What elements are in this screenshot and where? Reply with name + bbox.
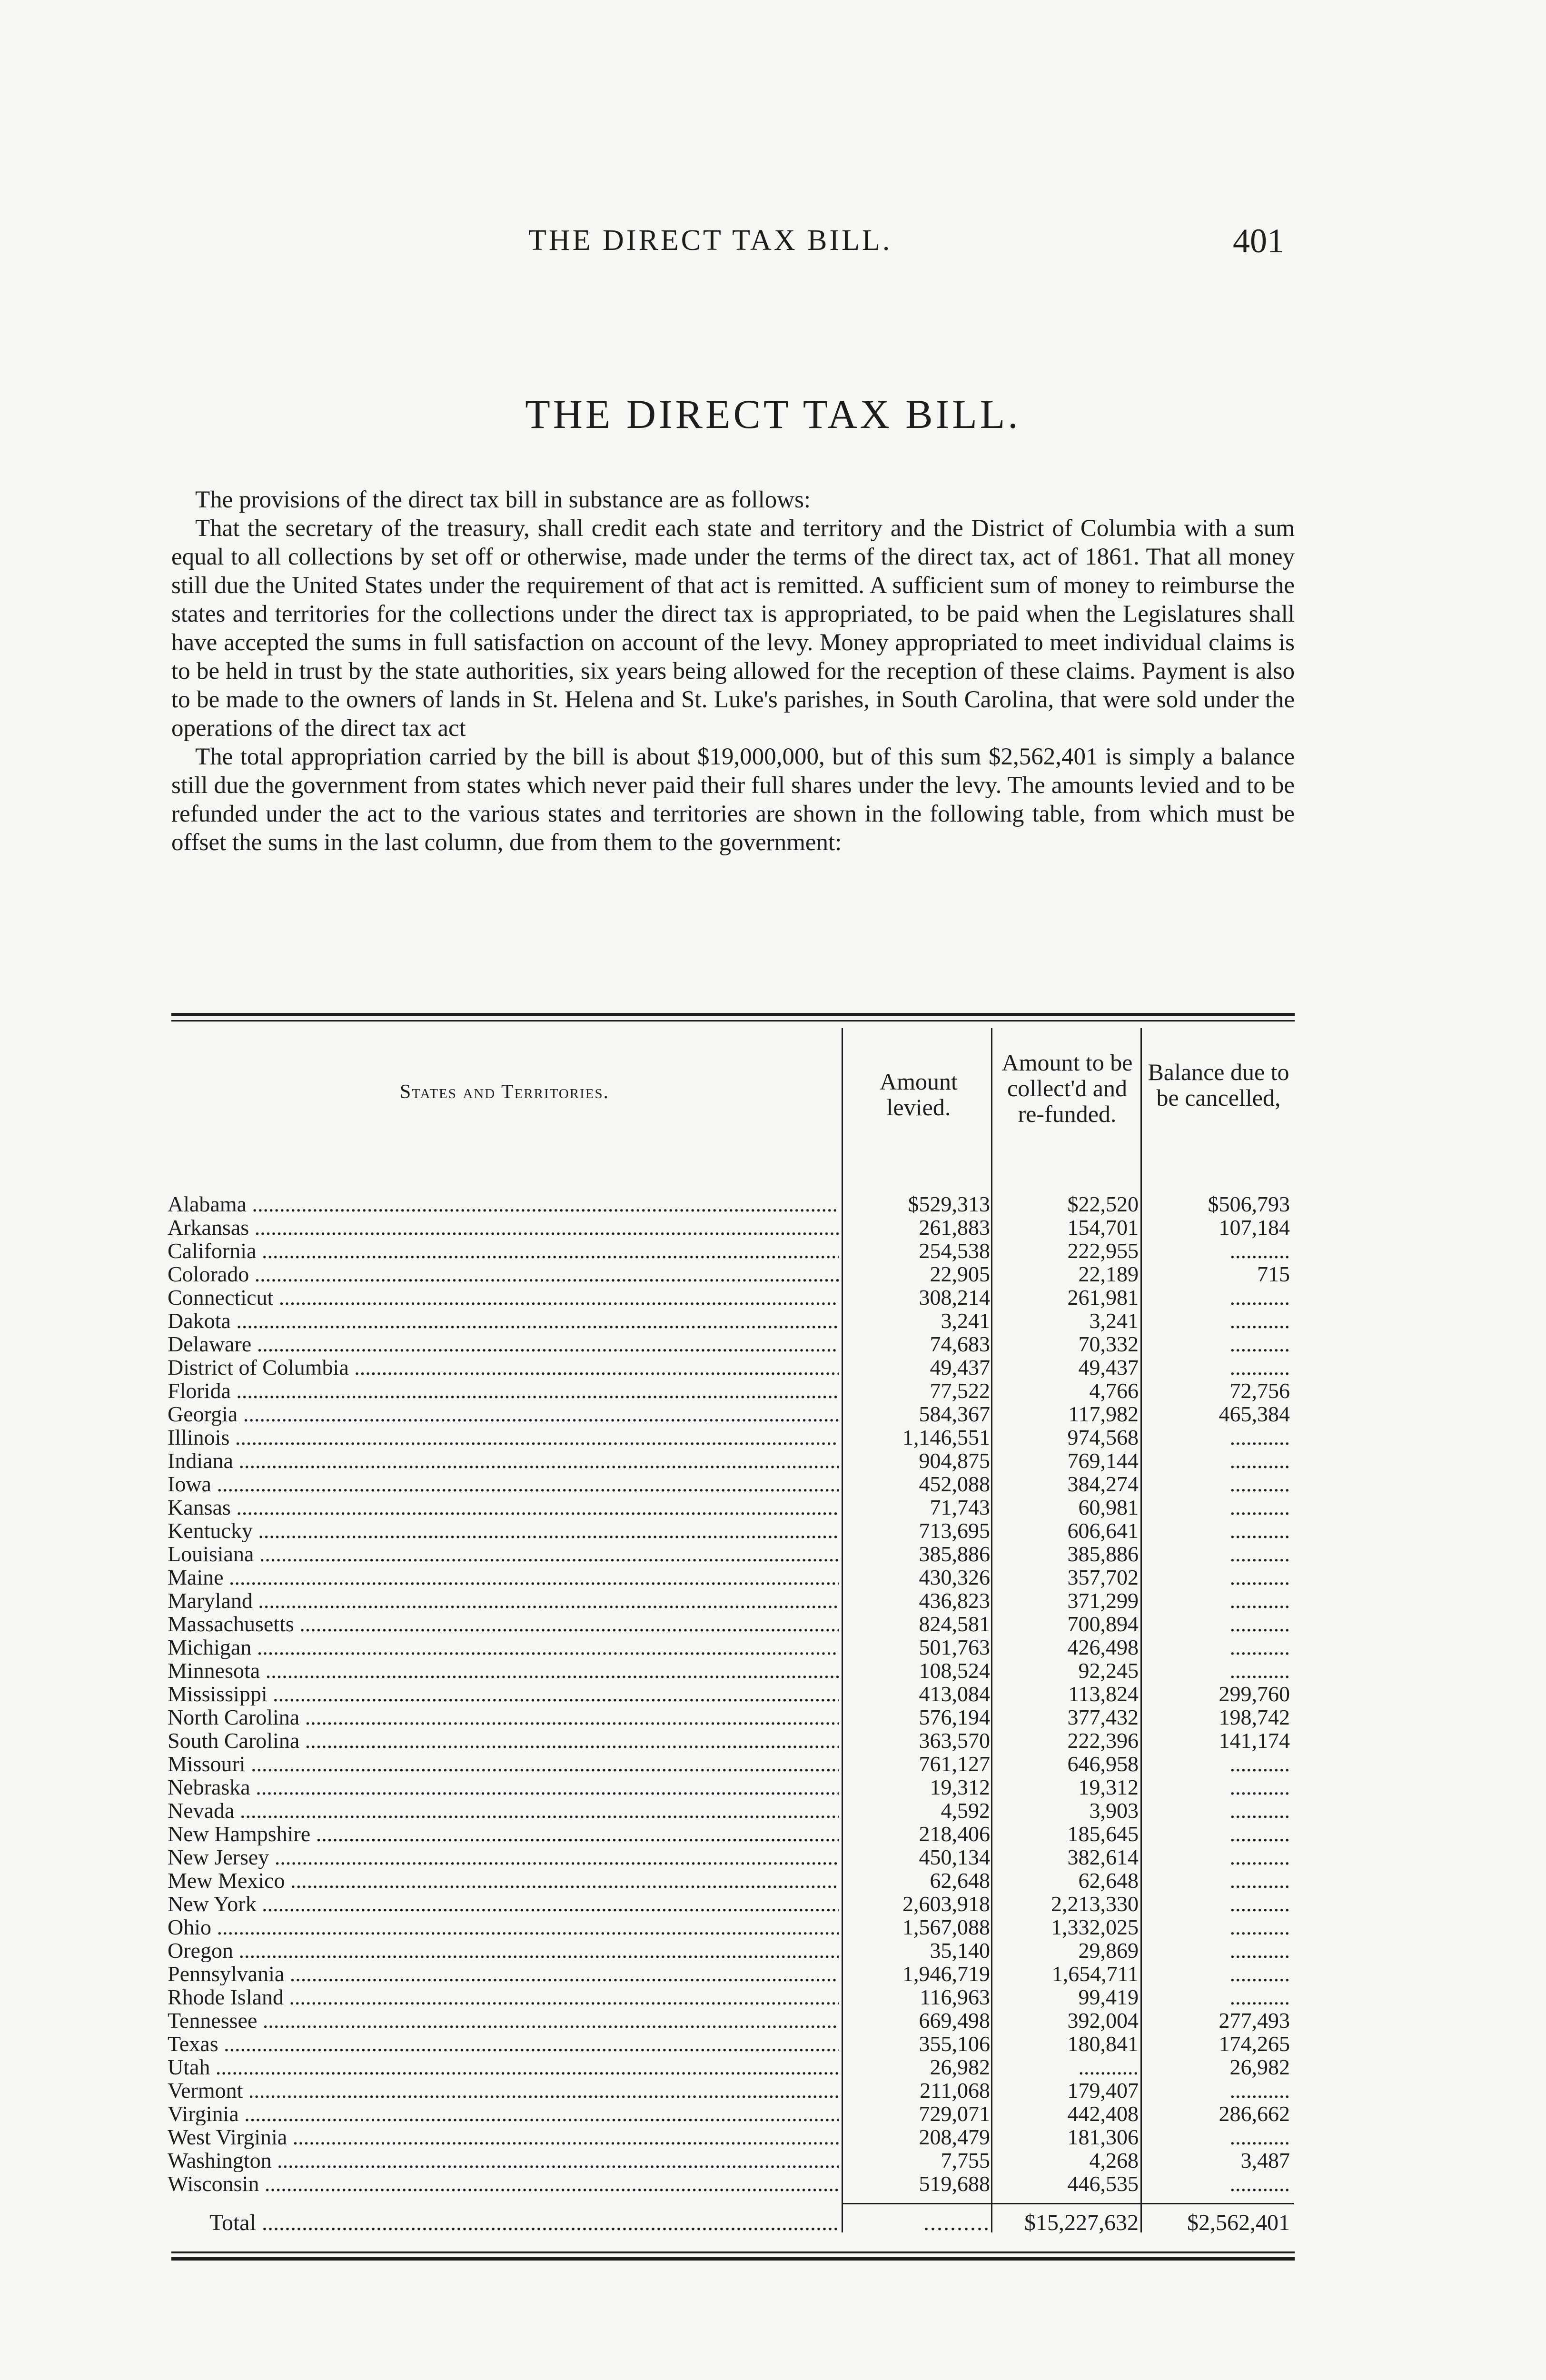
amount-levied: 355,106 bbox=[919, 2032, 990, 2055]
balance-cancelled: ........... bbox=[1229, 1775, 1290, 1799]
amount-refunded: 646,958 bbox=[1067, 1752, 1139, 1775]
amount-refunded: 769,144 bbox=[1067, 1449, 1139, 1472]
total-rule bbox=[842, 2203, 1294, 2204]
balance-cancelled: 3,487 bbox=[1240, 2149, 1290, 2172]
state-name: Missouri ..... bbox=[168, 1752, 839, 1775]
state-name: New Hampshire ..... bbox=[168, 1822, 839, 1845]
balance-cancelled: ........... bbox=[1229, 1589, 1290, 1612]
state-name: Minnesota ..... bbox=[168, 1659, 839, 1682]
amount-levied: 77,522 bbox=[930, 1379, 990, 1402]
amount-refunded: 180,841 bbox=[1067, 2032, 1139, 2055]
state-name: Delaware ..... bbox=[168, 1332, 839, 1356]
amount-levied: 430,326 bbox=[919, 1566, 990, 1589]
balance-cancelled: ........... bbox=[1229, 1752, 1290, 1775]
amount-levied: 385,886 bbox=[919, 1542, 990, 1566]
balance-cancelled: ........... bbox=[1229, 1426, 1290, 1449]
balance-cancelled: ........... bbox=[1229, 1612, 1290, 1636]
table-row bbox=[0, 1262, 1546, 1286]
state-name: Nevada ..... bbox=[168, 1799, 839, 1822]
amount-levied: 501,763 bbox=[919, 1636, 990, 1659]
state-name: Michigan ..... bbox=[168, 1636, 839, 1659]
table-row bbox=[0, 1286, 1546, 1309]
balance-cancelled: 72,756 bbox=[1229, 1379, 1290, 1402]
amount-levied: 62,648 bbox=[930, 1869, 990, 1892]
table-row bbox=[0, 1216, 1546, 1239]
amount-levied: 211,068 bbox=[920, 2079, 990, 2102]
balance-cancelled: ........... bbox=[1229, 1845, 1290, 1869]
amount-refunded: 154,701 bbox=[1067, 1216, 1139, 1239]
balance-cancelled: ........... bbox=[1229, 1286, 1290, 1309]
amount-levied: 19,312 bbox=[930, 1775, 990, 1799]
table-row bbox=[0, 1612, 1546, 1636]
amount-levied: 4,592 bbox=[941, 1799, 990, 1822]
total-refunded: $15,227,632 bbox=[1024, 2210, 1139, 2235]
amount-refunded: 261,981 bbox=[1067, 1286, 1139, 1309]
column-header-states: States and Territories. bbox=[399, 1081, 610, 1103]
balance-cancelled: ........... bbox=[1229, 1962, 1290, 1985]
amount-refunded: 60,981 bbox=[1078, 1496, 1139, 1519]
state-name: New Jersey ..... bbox=[168, 1845, 839, 1869]
table-row bbox=[0, 1309, 1546, 1332]
amount-refunded: ........... bbox=[1078, 2055, 1139, 2079]
table-row bbox=[0, 1869, 1546, 1892]
state-name: Indiana ..... bbox=[168, 1449, 839, 1472]
table-row bbox=[0, 1985, 1546, 2009]
table-row bbox=[0, 1356, 1546, 1379]
amount-levied: 218,406 bbox=[919, 1822, 990, 1845]
amount-levied: 904,875 bbox=[919, 1449, 990, 1472]
amount-levied: 729,071 bbox=[919, 2102, 990, 2125]
amount-refunded: 62,648 bbox=[1078, 1869, 1139, 1892]
amount-refunded: 442,408 bbox=[1067, 2102, 1139, 2125]
amount-levied: 116,963 bbox=[920, 1985, 990, 2009]
balance-cancelled: ........... bbox=[1229, 1449, 1290, 1472]
table-row bbox=[0, 1426, 1546, 1449]
amount-levied: 1,146,551 bbox=[902, 1426, 990, 1449]
table-row bbox=[0, 1519, 1546, 1542]
state-name: Maine ..... bbox=[168, 1566, 839, 1589]
balance-cancelled: 198,742 bbox=[1219, 1706, 1290, 1729]
amount-levied: 308,214 bbox=[919, 1286, 990, 1309]
state-name: West Virginia ..... bbox=[168, 2125, 839, 2149]
paragraph: The provisions of the direct tax bill in substance are as follows: bbox=[195, 486, 811, 513]
state-name: Massachusetts ..... bbox=[168, 1612, 839, 1636]
state-name: Dakota ..... bbox=[168, 1309, 839, 1332]
state-name: Texas ..... bbox=[168, 2032, 839, 2055]
table-row bbox=[0, 1892, 1546, 1915]
amount-levied: 49,437 bbox=[930, 1356, 990, 1379]
amount-levied: 7,755 bbox=[941, 2149, 990, 2172]
table-row bbox=[0, 2149, 1546, 2172]
table-bottom-rule-thick bbox=[171, 2257, 1295, 2261]
amount-refunded: $22,520 bbox=[1067, 1192, 1139, 1216]
balance-cancelled: ........... bbox=[1229, 1566, 1290, 1589]
balance-cancelled: ........... bbox=[1229, 1542, 1290, 1566]
state-name: Alabama ..... bbox=[168, 1192, 839, 1216]
amount-refunded: 357,702 bbox=[1067, 1566, 1139, 1589]
state-name: Florida ..... bbox=[168, 1379, 839, 1402]
amount-refunded: 974,568 bbox=[1067, 1426, 1139, 1449]
amount-levied: 450,134 bbox=[919, 1845, 990, 1869]
state-name: Kansas ..... bbox=[168, 1496, 839, 1519]
table-row bbox=[0, 1775, 1546, 1799]
amount-refunded: 3,241 bbox=[1089, 1309, 1139, 1332]
state-name: Virginia ..... bbox=[168, 2102, 839, 2125]
balance-cancelled: ........... bbox=[1229, 1985, 1290, 2009]
amount-levied: 22,905 bbox=[930, 1262, 990, 1286]
balance-cancelled: ........... bbox=[1229, 1822, 1290, 1845]
balance-cancelled: 715 bbox=[1257, 1262, 1290, 1286]
state-name: Ohio ..... bbox=[168, 1915, 839, 1939]
state-name: Mississippi ..... bbox=[168, 1682, 839, 1706]
balance-cancelled: ........... bbox=[1229, 1309, 1290, 1332]
amount-refunded: 377,432 bbox=[1067, 1706, 1139, 1729]
amount-refunded: 700,894 bbox=[1067, 1612, 1139, 1636]
amount-refunded: 1,654,711 bbox=[1051, 1962, 1139, 1985]
amount-levied: 436,823 bbox=[919, 1589, 990, 1612]
amount-refunded: 117,982 bbox=[1068, 1402, 1139, 1426]
state-name: Rhode Island ..... bbox=[168, 1985, 839, 2009]
balance-cancelled: 26,982 bbox=[1229, 2055, 1290, 2079]
amount-refunded: 392,004 bbox=[1067, 2009, 1139, 2032]
amount-refunded: 29,869 bbox=[1078, 1939, 1139, 1962]
amount-refunded: 4,268 bbox=[1089, 2149, 1139, 2172]
balance-cancelled: ........... bbox=[1229, 1915, 1290, 1939]
state-name: Louisiana ..... bbox=[168, 1542, 839, 1566]
table-row bbox=[0, 1636, 1546, 1659]
balance-cancelled: ........... bbox=[1229, 1239, 1290, 1262]
amount-levied: 2,603,918 bbox=[902, 1892, 990, 1915]
table-row bbox=[0, 2172, 1546, 2195]
amount-refunded: 19,312 bbox=[1078, 1775, 1139, 1799]
table-row bbox=[0, 1822, 1546, 1845]
table-row bbox=[0, 1752, 1546, 1775]
table-row bbox=[0, 1496, 1546, 1519]
total-row bbox=[0, 2209, 1546, 2237]
table-row bbox=[0, 1682, 1546, 1706]
table-row bbox=[0, 1706, 1546, 1729]
running-head: THE DIRECT TAX BILL. bbox=[528, 224, 892, 257]
table-row bbox=[0, 2079, 1546, 2102]
balance-cancelled: 107,184 bbox=[1219, 1216, 1290, 1239]
table-row bbox=[0, 1402, 1546, 1426]
balance-cancelled: 141,174 bbox=[1219, 1729, 1290, 1752]
table-row bbox=[0, 1799, 1546, 1822]
amount-levied: $529,313 bbox=[908, 1192, 990, 1216]
amount-refunded: 185,645 bbox=[1067, 1822, 1139, 1845]
state-name: Arkansas ..... bbox=[168, 1216, 839, 1239]
table-row bbox=[0, 2009, 1546, 2032]
amount-refunded: 371,299 bbox=[1067, 1589, 1139, 1612]
balance-cancelled: ........... bbox=[1229, 1356, 1290, 1379]
column-header-levied: Amount levied. bbox=[880, 1068, 958, 1121]
state-name: Wisconsin ..... bbox=[168, 2172, 839, 2195]
amount-levied: 413,084 bbox=[919, 1682, 990, 1706]
amount-refunded: 99,419 bbox=[1078, 1985, 1139, 2009]
page-title: THE DIRECT TAX BILL. bbox=[525, 391, 1021, 437]
state-name: Washington ..... bbox=[168, 2149, 839, 2172]
state-name: California ..... bbox=[168, 1239, 839, 1262]
balance-cancelled: 286,662 bbox=[1219, 2102, 1290, 2125]
table-row bbox=[0, 2125, 1546, 2149]
table-top-rule bbox=[171, 1013, 1295, 1016]
total-levied: .......... bbox=[923, 2210, 990, 2235]
table-row bbox=[0, 1542, 1546, 1566]
state-name: South Carolina ..... bbox=[168, 1729, 839, 1752]
article-body bbox=[171, 486, 1295, 857]
amount-levied: 824,581 bbox=[919, 1612, 990, 1636]
state-name: District of Columbia ..... bbox=[168, 1356, 839, 1379]
total-label: Total ..... bbox=[209, 2209, 838, 2237]
balance-cancelled: 299,760 bbox=[1219, 1682, 1290, 1706]
amount-levied: 363,570 bbox=[919, 1729, 990, 1752]
total-balance: $2,562,401 bbox=[1187, 2210, 1290, 2235]
table-row bbox=[0, 2102, 1546, 2125]
table-row bbox=[0, 1192, 1546, 1216]
balance-cancelled: 174,265 bbox=[1219, 2032, 1290, 2055]
amount-levied: 71,743 bbox=[930, 1496, 990, 1519]
table-row bbox=[0, 2055, 1546, 2079]
balance-cancelled: ........... bbox=[1229, 1892, 1290, 1915]
balance-cancelled: ........... bbox=[1229, 2125, 1290, 2149]
table-row bbox=[0, 1239, 1546, 1262]
balance-cancelled: 277,493 bbox=[1219, 2009, 1290, 2032]
amount-refunded: 3,903 bbox=[1089, 1799, 1139, 1822]
table-row bbox=[0, 1939, 1546, 1962]
state-name: Nebraska ..... bbox=[168, 1775, 839, 1799]
table-body bbox=[0, 1192, 1546, 2195]
balance-cancelled: ........... bbox=[1229, 2172, 1290, 2195]
state-name: Colorado ..... bbox=[168, 1262, 839, 1286]
amount-refunded: 4,766 bbox=[1089, 1379, 1139, 1402]
amount-refunded: 22,189 bbox=[1078, 1262, 1139, 1286]
amount-levied: 1,567,088 bbox=[902, 1915, 990, 1939]
table-row bbox=[0, 1449, 1546, 1472]
table-row bbox=[0, 1915, 1546, 1939]
state-name: Georgia ..... bbox=[168, 1402, 839, 1426]
amount-levied: 74,683 bbox=[930, 1332, 990, 1356]
amount-refunded: 446,535 bbox=[1067, 2172, 1139, 2195]
amount-levied: 3,241 bbox=[941, 1309, 990, 1332]
table-bottom-rule bbox=[171, 2251, 1295, 2253]
state-name: Connecticut ..... bbox=[168, 1286, 839, 1309]
page-number: 401 bbox=[1233, 222, 1284, 260]
amount-levied: 584,367 bbox=[919, 1402, 990, 1426]
amount-refunded: 113,824 bbox=[1068, 1682, 1139, 1706]
amount-levied: 519,688 bbox=[919, 2172, 990, 2195]
amount-levied: 108,524 bbox=[919, 1659, 990, 1682]
table-row bbox=[0, 1589, 1546, 1612]
amount-refunded: 426,498 bbox=[1067, 1636, 1139, 1659]
column-header-refunded: Amount to be collect'd and re-funded. bbox=[1001, 1049, 1133, 1127]
balance-cancelled: ........... bbox=[1229, 1939, 1290, 1962]
state-name: Mew Mexico ..... bbox=[168, 1869, 839, 1892]
balance-cancelled: ........... bbox=[1229, 1496, 1290, 1519]
balance-cancelled: ........... bbox=[1229, 1519, 1290, 1542]
amount-refunded: 222,396 bbox=[1067, 1729, 1139, 1752]
state-name: Iowa ..... bbox=[168, 1472, 839, 1496]
table-row bbox=[0, 1472, 1546, 1496]
paragraph: That the secretary of the treasury, shall credit each state and territory and the District of Columbia with a sum equal to all collections by set off or otherwise, made under the terms of the direct tax, act of 1861. That all money still due the United States under the requirement of that act is remitted. A sufficient sum of money to reimburse the states and territories for the collections under the direct tax is appropriated, to be paid when the Legislatures shall have accepted the sums in full satisfaction on account of the levy. Money appropriated to meet individual claims is to be held in trust by the state authorities, six years being allowed for the reception of these claims. Payment is also to be made to the owners of lands in St. Helena and St. Luke's parishes, in South Carolina, that were sold under the operations of the direct tax act bbox=[171, 515, 1295, 742]
amount-levied: 208,479 bbox=[919, 2125, 990, 2149]
amount-refunded: 179,407 bbox=[1067, 2079, 1139, 2102]
amount-refunded: 1,332,025 bbox=[1051, 1915, 1139, 1939]
balance-cancelled: ........... bbox=[1229, 1636, 1290, 1659]
table-top-rule-thin bbox=[171, 1020, 1295, 1021]
table-row bbox=[0, 1845, 1546, 1869]
state-name: Oregon ..... bbox=[168, 1939, 839, 1962]
amount-levied: 1,946,719 bbox=[902, 1962, 990, 1985]
table-row bbox=[0, 1962, 1546, 1985]
paragraph: The total appropriation carried by the bill is about $19,000,000, but of this sum $2,562,401 is simply a balance still due the government from states which never paid their full shares under the levy. The amounts levied and to be refunded under the act to the various states and territories are shown in the following table, from which must be offset the sums in the last column, due from them to the government: bbox=[171, 744, 1295, 856]
balance-cancelled: ........... bbox=[1229, 1332, 1290, 1356]
amount-refunded: 2,213,330 bbox=[1051, 1892, 1139, 1915]
amount-refunded: 385,886 bbox=[1067, 1542, 1139, 1566]
amount-levied: 452,088 bbox=[919, 1472, 990, 1496]
amount-levied: 761,127 bbox=[919, 1752, 990, 1775]
amount-levied: 669,498 bbox=[919, 2009, 990, 2032]
table-row bbox=[0, 2032, 1546, 2055]
state-name: Vermont ..... bbox=[168, 2079, 839, 2102]
balance-cancelled: ........... bbox=[1229, 1659, 1290, 1682]
balance-cancelled: ........... bbox=[1229, 1799, 1290, 1822]
balance-cancelled: ........... bbox=[1229, 2079, 1290, 2102]
state-name: Pennsylvania ..... bbox=[168, 1962, 839, 1985]
amount-refunded: 92,245 bbox=[1078, 1659, 1139, 1682]
table-row bbox=[0, 1332, 1546, 1356]
state-name: New York ..... bbox=[168, 1892, 839, 1915]
balance-cancelled: $506,793 bbox=[1208, 1192, 1290, 1216]
amount-levied: 26,982 bbox=[930, 2055, 990, 2079]
balance-cancelled: ........... bbox=[1229, 1472, 1290, 1496]
state-name: Kentucky ..... bbox=[168, 1519, 839, 1542]
state-name: Illinois ..... bbox=[168, 1426, 839, 1449]
table-row bbox=[0, 1729, 1546, 1752]
balance-cancelled: 465,384 bbox=[1219, 1402, 1290, 1426]
amount-levied: 254,538 bbox=[919, 1239, 990, 1262]
table-row bbox=[0, 1659, 1546, 1682]
column-header-balance: Balance due to be cancelled, bbox=[1148, 1059, 1289, 1111]
amount-levied: 261,883 bbox=[919, 1216, 990, 1239]
state-name: Utah ..... bbox=[168, 2055, 839, 2079]
table-row bbox=[0, 1566, 1546, 1589]
amount-levied: 35,140 bbox=[930, 1939, 990, 1962]
amount-refunded: 222,955 bbox=[1067, 1239, 1139, 1262]
amount-refunded: 70,332 bbox=[1078, 1332, 1139, 1356]
amount-levied: 576,194 bbox=[919, 1706, 990, 1729]
amount-levied: 713,695 bbox=[919, 1519, 990, 1542]
balance-cancelled: ........... bbox=[1229, 1869, 1290, 1892]
amount-refunded: 181,306 bbox=[1067, 2125, 1139, 2149]
amount-refunded: 384,274 bbox=[1067, 1472, 1139, 1496]
amount-refunded: 606,641 bbox=[1067, 1519, 1139, 1542]
amount-refunded: 49,437 bbox=[1078, 1356, 1139, 1379]
table-row bbox=[0, 1379, 1546, 1402]
state-name: Tennessee ..... bbox=[168, 2009, 839, 2032]
state-name: North Carolina ..... bbox=[168, 1706, 839, 1729]
amount-refunded: 382,614 bbox=[1067, 1845, 1139, 1869]
state-name: Maryland ..... bbox=[168, 1589, 839, 1612]
